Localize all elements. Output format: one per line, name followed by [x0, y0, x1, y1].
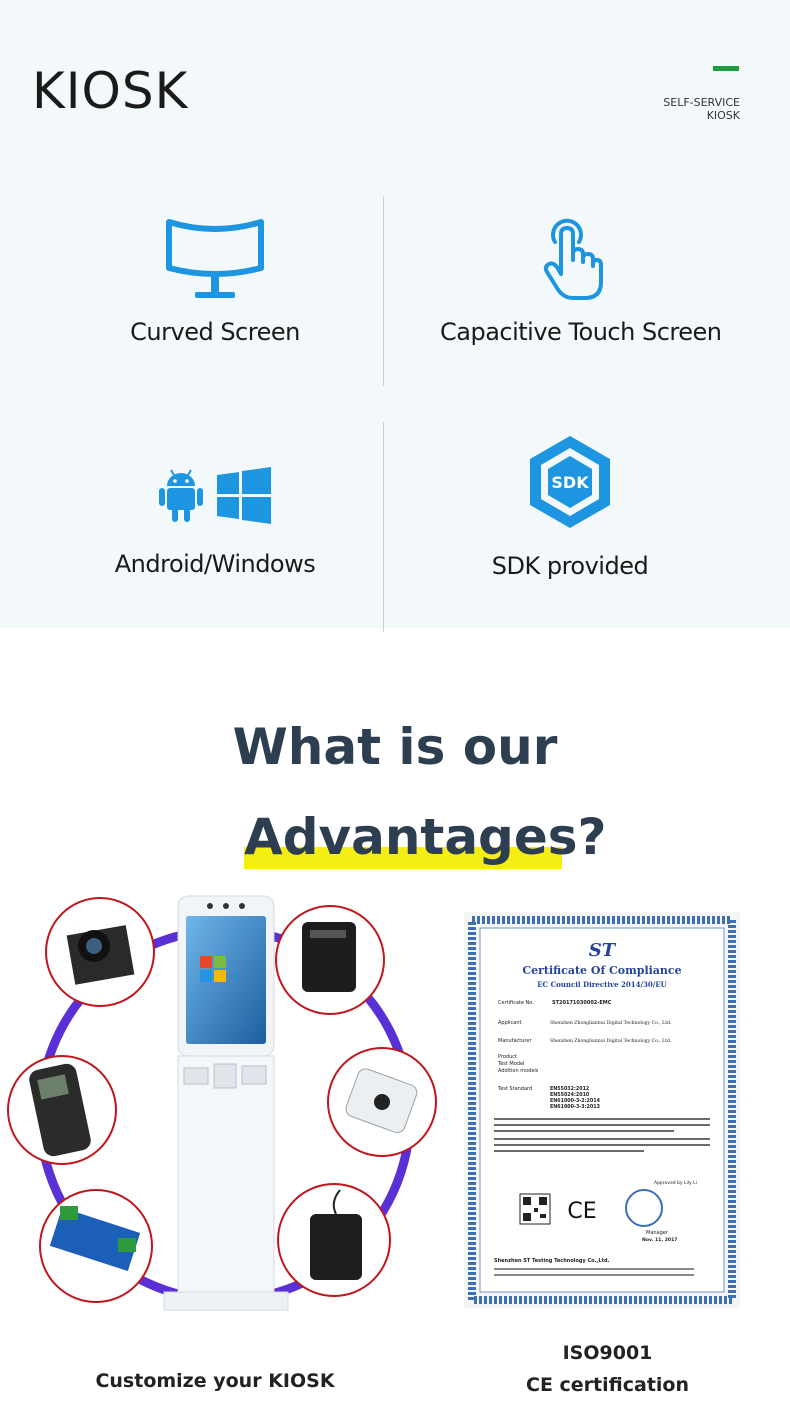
barcode-scanner-circle	[328, 1048, 436, 1156]
advantages-heading-line1: What is our	[232, 718, 558, 776]
cert-date: Nov. 11, 2017	[642, 1238, 678, 1243]
ce-caption: CE certification	[526, 1374, 689, 1396]
iso-caption: ISO9001	[562, 1342, 653, 1364]
feature-curved-screen	[100, 212, 330, 346]
tagline-line2: KIOSK	[706, 109, 740, 122]
manager-label: Manager	[646, 1230, 668, 1236]
customize-caption: Customize your KIOSK	[95, 1370, 335, 1392]
cert-title: Certificate Of Compliance	[522, 964, 682, 977]
camera-module-circle	[46, 898, 154, 1006]
standard-1: EN55032:2012	[550, 1087, 590, 1092]
feature-sdk	[440, 432, 700, 580]
advantages-heading-line2	[244, 808, 607, 868]
divider	[383, 422, 384, 632]
test-standard-label: Test Standard	[498, 1086, 533, 1092]
tagline-line1: SELF-SERVICE	[663, 96, 740, 109]
tagline	[663, 96, 740, 122]
cert-directive: EC Council Directive 2014/30/EU	[537, 980, 667, 989]
approved-by: Approved by Lily Li	[654, 1181, 697, 1186]
svg-text:SDK: SDK	[551, 473, 589, 492]
applicant-label: Applicant	[498, 1020, 522, 1026]
qr-code-icon	[520, 1194, 550, 1224]
cert-no-label: Certificate No.	[498, 1000, 534, 1006]
curved-monitor-icon	[163, 212, 267, 304]
android-icon	[159, 470, 203, 522]
feature-touch-screen	[440, 212, 722, 346]
feature-label: Curved Screen	[130, 318, 300, 346]
standard-2: EN55024:2010	[550, 1093, 590, 1098]
sdk-cube-icon	[525, 432, 615, 532]
divider	[383, 196, 384, 386]
manufacturer-label: Manufacturer	[498, 1038, 532, 1044]
certification-caption	[490, 1337, 725, 1401]
test-model-label: Test Model	[498, 1061, 525, 1067]
feature-label: SDK provided	[491, 552, 649, 580]
windows-icon	[217, 467, 271, 524]
touch-hand-icon	[535, 212, 605, 304]
relay-board-circle	[40, 1190, 152, 1302]
cert-no: ST20171030002-EMC	[552, 1000, 612, 1006]
applicant-value: Shenzhen Zhongliannui Digital Technology Co., Ltd.	[550, 1021, 672, 1026]
feature-label: Android/Windows	[114, 550, 316, 578]
issuer: Shenzhen ST Testing Technology Co.,Ltd.	[494, 1258, 610, 1264]
kiosk-illustration	[164, 896, 288, 1310]
ce-mark: CE	[567, 1199, 597, 1224]
advantages-heading-text: Advantages?	[244, 808, 607, 866]
ce-certificate	[464, 912, 740, 1308]
accent-bar	[713, 66, 739, 71]
product-label: Product	[498, 1054, 517, 1060]
kiosk-accessories-illustration	[0, 890, 460, 1320]
pos-terminal-circle	[8, 1056, 116, 1164]
manufacturer-value: Shenzhen Zhongliannui Digital Technology Co., Ltd.	[550, 1039, 672, 1044]
feature-panel	[0, 0, 790, 628]
android-windows-icon	[155, 466, 275, 526]
feature-label: Capacitive Touch Screen	[440, 318, 722, 346]
page-title: KIOSK	[32, 62, 189, 120]
thermal-printer-circle	[276, 906, 384, 1014]
standard-3: EN61000-3-2:2014	[550, 1099, 600, 1104]
card-reader-circle	[278, 1184, 390, 1296]
feature-os	[100, 466, 330, 578]
cert-logo: ST	[588, 940, 616, 961]
standard-4: EN61000-3-3:2013	[550, 1105, 600, 1110]
addition-label: Addition models	[498, 1068, 539, 1074]
